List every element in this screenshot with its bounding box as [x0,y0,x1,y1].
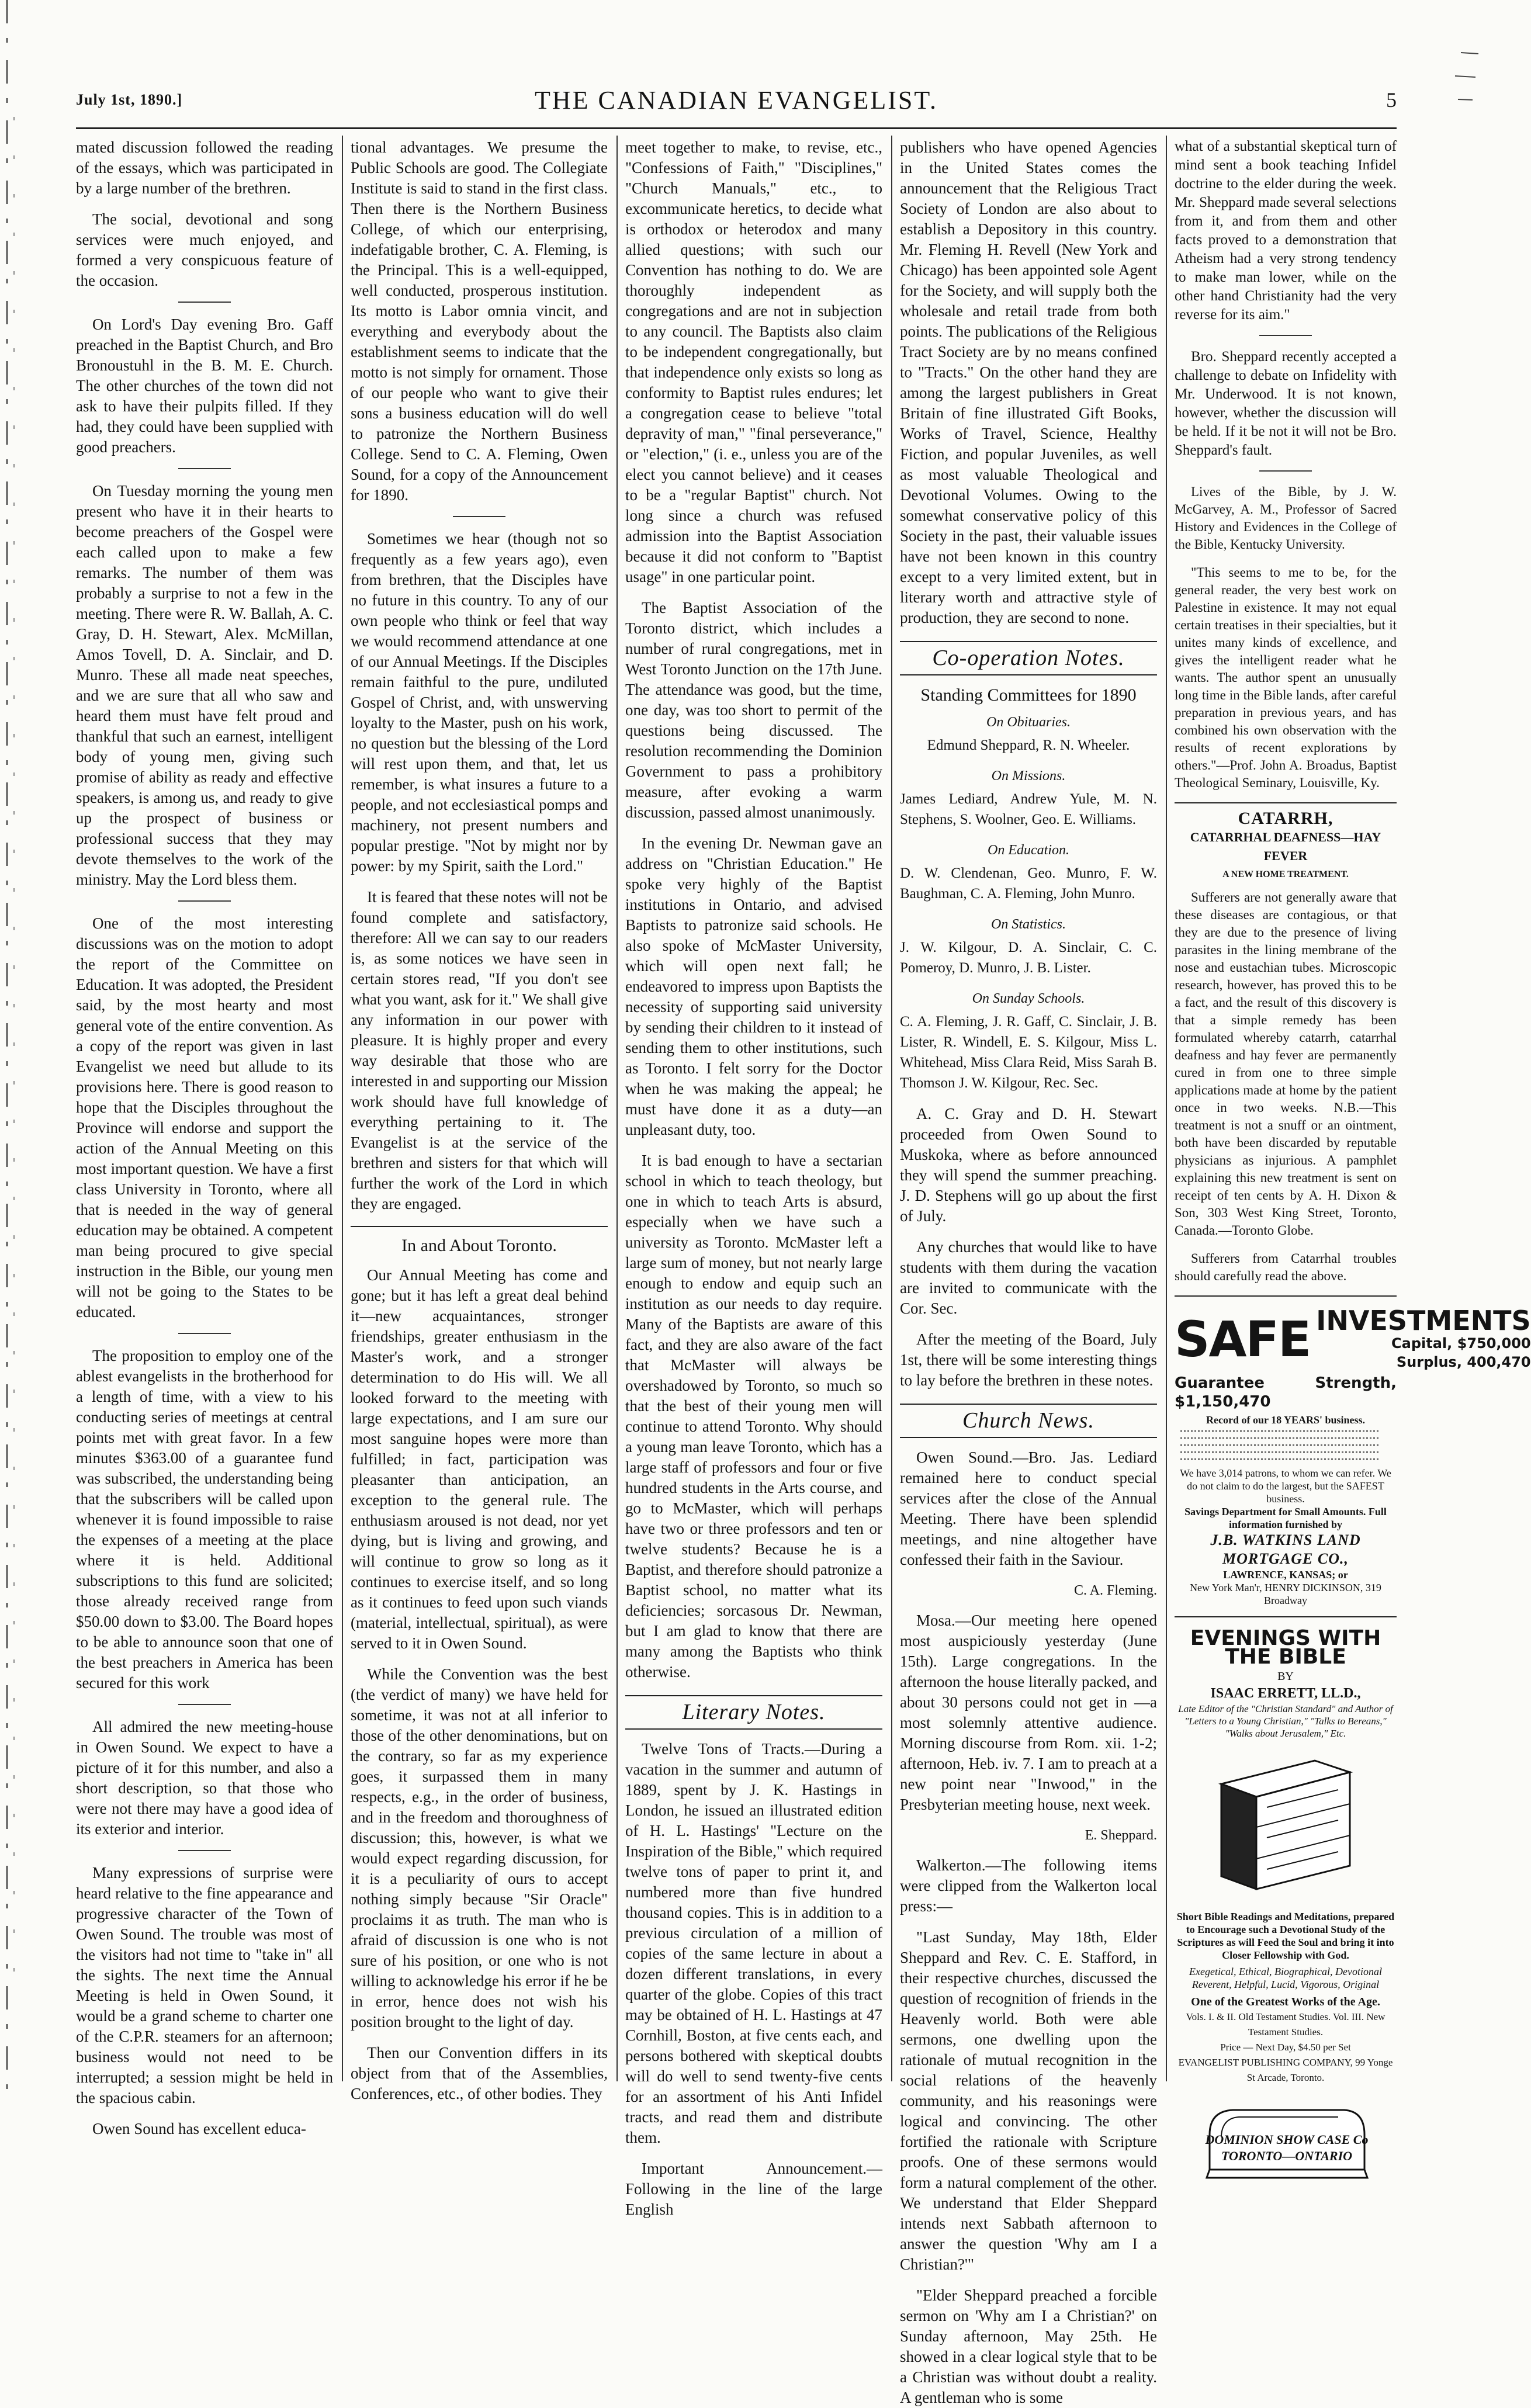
ad-footer: Sufferers from Catarrhal troubles should carefully read the above. [1175,1251,1397,1283]
column-rule [891,136,892,2081]
section-heading-literary: Literary Notes. [625,1695,882,1730]
book-volumes: Vols. I. & II. Old Testament Studies. Vol. III. New Testament Studies. [1186,2011,1385,2038]
paragraph: It is bad enough to have a sectarian school in which to teach theology, but one in which to teach Arts is absurd, especially when we have such a university as Toronto. McMaster left a large sum of money, but not nearly large enough to endow and equip such an institution as our needs to day require. Many of the Baptists are aware of this fact, and they are also aware of the fact that McMaster will always be overshadowed by Toronto, so much so that the best of their young men will continue to attend Toronto. Why should a young man leave Toronto, which has a large staff of professors and four or five hundred students in the Arts course, and go to McMaster, which will perhaps have two or three professors and ten or twelve students? Because he is a Baptist, and therefore should patronize a Baptist school, no matter what its deficiencies; sorcasous Dr. Newman, but I am glad to know that there are many among the Baptists who think otherwise. [625,1152,882,1681]
stamp-text-2: TORONTO—ONTARIO [1221,2149,1353,2163]
committee-members: J. W. Kilgour, D. A. Sinclair, C. C. Pomeroy, D. Munro, J. B. Lister. [900,940,1157,976]
divider [178,302,231,303]
committee-members: D. W. Clendenan, Geo. Munro, F. W. Baughman, C. A. Fleming, John Munro. [900,865,1157,902]
book-notice: Lives of the Bible, by J. W. McGarvey, A. M., Professor of Sacred History and Evidences in the College of the Bible, Kentucky University. [1175,484,1397,552]
paragraph: On Tuesday morning the young men present who have it in their hearts to become preachers of the Gospel were each called upon to make a few remarks. The number of them was probably a surprise to not a few in the meeting. There were R. W. Ballah, A. C. Gray, D. H. Stewart, Alex. McMillan, Amos Tovell, D. A. Sinclair, and D. Munro. These all made neat speeches, and we are sure that all who saw and heard them must have felt proud and thankful that such an earnest, intelligent body of young men, giving such promise of ability as ready and effective speakers, is among us, and ready to give up the prospect of business or professional success that they may devote themselves to the work of the ministry. May the Lord bless them. [76,482,333,888]
savings-line: Savings Department for Small Amounts. Full information furnished by [1184,1506,1387,1530]
capital-value: Capital, $750,000 [1391,1335,1531,1352]
safe-logo: SAFE [1175,1311,1311,1368]
paragraph: Our Annual Meeting has come and gone; but it has left a great deal behind it—new acquaintances, stronger friendships, greater enthusiasm in the Master's work, and a stronger determination to do His will. We all looked forward to the meeting with large expectations, and I am sure our most sanguine hopes were more than fulfilled; in fact, participation was pleasanter than anticipation, an exception to the general rule. The enthusiasm aroused is not dead, nor yet dying, but is living and growing, and will continue to grow so long as it continues to exercise itself, and so long as it continues to feed upon such viands (material, intellectual, spiritual), as were served to it in Owen Sound. [351,1266,608,1652]
paragraph: Walkerton.—The following items were clipped from the Walkerton local press:— [900,1856,1157,1915]
ad-subtitle: CATARRHAL DEAFNESS—HAY FEVER [1190,830,1381,863]
book-review: "This seems to me to be, for the general reader, the very best work on Palestine in existence. It may not equal certain treatises in their specialties, but it unites many kinds of excellence, and gives the intelligent reader what he wants. The author spent an unusually long time in the Bible lands, after careful preparation in previous years, and has combined his own observation with the results of recent explorations by others."—Prof. John A. Broadus, Baptist Theological Seminary, Louisville, Ky. [1175,565,1397,790]
paragraph: On Lord's Day evening Bro. Gaff preached in the Baptist Church, and Bro Bronoustuhl in the B. M. E. Church. The other churches of the town did not ask to have their pulpits filled. If they had, they could have been supplied with good preachers. [76,316,333,456]
safe-investments-advertisement [1175,1295,1531,1607]
evenings-with-bible-advertisement [1175,1616,1397,2085]
section-heading-church-news: Church News. [900,1404,1157,1438]
paragraph: All admired the new meeting-house in Owen Sound. We expect to have a picture of it for this number, and also a short description, so that those who were not there may have a good idea of its exterior and interior. [76,1718,333,1838]
paragraph: The Baptist Association of the Toronto district, which includes a number of rural congregations, met in West Toronto Junction on the 17th June. The attendance was good, but the time, one day, was too short to permit of the questions being discussed. The resolution recommending the Dominion Government to pass a prohibitory measure, after evoking a warm discussion, passed almost unanimously. [625,599,882,821]
book-author: ISAAC ERRETT, LL.D., [1210,1686,1361,1701]
book-title: EVENINGS WITH THE BIBLE [1190,1626,1381,1669]
issue-date: July 1st, 1890.] [76,91,183,108]
binding-edge [0,0,23,2106]
divider [1259,335,1312,336]
paragraph: "Last Sunday, May 18th, Elder Sheppard and Rev. C. E. Stafford, in their respective churches, discussed the question of recognition of friends in the Heavenly world. Both were able sermons, one dwelling upon the rationale of mutual recognition in the social relations of the heavenly community, and his reasonings were logical and convincing. The other fortified the rationale with Scripture proofs. One of these sermons would form a natural complement of the other. We understand that Elder Sheppard intends next Sabbath afternoon to answer the question 'Why am I a Christian?'" [900,1928,1157,2273]
paragraph: Sometimes we hear (though not so frequently as a few years ago), even from brethren, that the Disciples have no future in this country. To any of our own people who think or feel that way we would recommend attendance at one of our Annual Meetings. If the Disciples remain faithful to the pure, undiluted Gospel of Christ, and, with unswerving loyalty to the Master, push on his work, no question but the blessing of the Lord will rest upon them, and that, let us remember, is what insures a future to a people, and not ecclesiastical pomps and machinery, not present numbers and popular prestige. "Not by might nor by power: by my Spirit, saith the Lord." [351,530,608,875]
paragraph: Owen Sound.—Bro. Jas. Lediard remained here to conduct special services after the close of the Annual Meeting. There have been splendid meetings, and nine altogether have confessed their faith in the Saviour. [900,1449,1157,1568]
paragraph: meet together to make, to revise, etc., "Confessions of Faith," "Disciplines," "Church Manuals," etc., to excommunicate heretics, to decide what is orthodox or heterodox and many allied questions; with such our Convention has nothing to do. We are thoroughly independent as congregations and are not in subjection to any council. The Baptists also claim to be independent congregationally, but that independence only exists so long as conformity to Baptist rules endures; let a congregation cease to believe "total depravity of man," "final perseverance," or "election," (i. e., unless you are of the elect you cannot believe) and it ceases to be a "regular Baptist" church. Not long since a church was refused admission into the Baptist Association because it did not conform to "Baptist usage" in one particular point. [625,138,882,585]
section-heading-cooperation: Co-operation Notes. [900,641,1157,675]
catarrh-advertisement [1175,802,1397,1285]
divider [453,516,505,517]
divider [178,468,231,469]
page-header [76,75,1397,129]
book-by: BY [1277,1670,1294,1683]
column-rule [342,136,343,2081]
company-name: J.B. WATKINS LAND MORTGAGE CO., [1210,1532,1361,1567]
paragraph: Then our Convention differs in its object from that of the Assemblies, Conferences, etc., of other bodies. They [351,2044,608,2102]
section-heading-toronto: In and About Toronto. [351,1226,608,1256]
divider [178,1850,231,1851]
paragraph: One of the most interesting discussions was on the motion to adopt the report of the Committee on Education. It was adopted, the President said, by the most hearty and most general vote of the entire convention. As a copy of the report was given in last Evangelist we need but allude to its provisions here. There is good reason to hope that the Disciples throughout the Province will endorse and support the action of the Annual Meeting on this most important question. We have a first class University in Toronto, where all that is needed in the way of general education may be obtained. A competent man being procured to give special instruction in the Bible, our young men will not be going to the States to be educated. [76,914,333,1321]
safe-banner [1175,1305,1531,1371]
paragraph: A. C. Gray and D. H. Stewart proceeded from Owen Sound to Muskoka, where as before announced they will spend the summer preaching. J. D. Stephens will go up about the first of July. [900,1105,1157,1225]
committee-members: James Lediard, Andrew Yule, M. N. Stephens, S. Woolner, Geo. E. Williams. [900,791,1157,827]
book-price: Price — Next Day, $4.50 per Set [1220,2042,1351,2053]
book-tags: Exegetical, Ethical, Biographical, Devotional Reverent, Helpful, Lucid, Vigorous, Original [1189,1966,1382,1990]
investments-title: INVESTMENTS [1316,1305,1531,1336]
paragraph: mated discussion followed the reading of the essays, which was participated in by a large number of the brethren. [76,138,333,197]
committee-name: On Sunday Schools. [972,991,1085,1006]
ad-subtitle: A NEW HOME TREATMENT. [1222,869,1349,879]
paragraph: what of a substantial skeptical turn of mind sent a book teaching Infidel doctrine to the elder during the week. Mr. Sheppard made several selections from it, and from them and other facts proved to a demonstration that Atheism had a very strong tendency to make man lower, while on the other hand Christianity had the very reverse for its aim." [1175,138,1397,323]
signature: C. A. Fleming. [1073,1583,1157,1598]
patrons-line: We have 3,014 patrons, to whom we can refer. We do not claim to do the largest, but the SAFEST business. [1180,1467,1391,1505]
paragraph: The social, devotional and song services were much enjoyed, and formed a very conspicuous feature of the occasion. [76,210,333,289]
paragraph: While the Convention was the best (the verdict of many) we have held for sometime, it was not at all inferior to those of the other denominations, but on the contrary, so far as my experience goes, it surpassed them in many respects, e.g., in the order of business, and in the freedom and thoroughness of discussion; this, however, is what we would expect regarding discussion, for it is a peculiarity of ours to accept nothing simply because "Sir Oracle" proclaims it as truth. The man who is afraid of discussion is one who is not sure of his position, or one who is not willing to acknowledge his error if he be in error, hence does not wish his position brought to the light of day. [351,1665,608,2031]
paragraph: Important Announcement.—Following in the line of the large English [625,2160,882,2218]
signature: E. Sheppard. [1085,1828,1157,1843]
masthead-title: THE CANADIAN EVANGELIST. [535,86,938,115]
column-3 [625,137,882,2218]
record-table-lines [1175,1426,1385,1461]
safe-figures [1316,1307,1530,1371]
books-illustration [1198,1749,1373,1901]
right-margin-marks [1449,23,1484,257]
paragraph: Many expressions of surprise were heard relative to the fine appearance and progressive character of the Town of Owen Sound. The trouble was most of the visitors had not time to "take in" all the sights. The next time the Annual Meeting is held in Owen Sound, it would be a grand scheme to charter one of the C.P.R. steamers for an afternoon; business would not need to be interrupted; a session might be held in the spacious cabin. [76,1864,333,2106]
committee-name: On Missions. [991,768,1066,784]
paragraph: Any churches that would like to have students with them during the vacation are invited to communicate with the Cor. Sec. [900,1238,1157,1317]
committee-members: C. A. Fleming, J. R. Gaff, C. Sinclair, J. B. Lister, R. Windell, E. S. Kilgour, Miss L. Whitehead, Miss Clara Reid, Miss Sarah B. Thomson J. W. Kilgour, Rec. Sec. [900,1014,1157,1091]
paragraph: The proposition to employ one of the ablest evangelists in the brotherhood for a length of time, with a view to his conducting series of meetings at central points met with great favor. In a few minutes $363.00 of a guarantee fund was subscribed, the understanding being that the subscribers will be called upon whenever it is found impossible to raise the expenses of a meeting at the place where it is held. Additional subscriptions to this fund are solicited; those already received range from $50.00 down to $3.00. The Board hopes to be able to announce soon that one of the best preachers in America has been secured for this work [76,1347,333,1692]
book-description: Short Bible Readings and Meditations, prepared to Encourage such a Devotional Study of the Scriptures as will Feed the Soul and bring it into Closer Fellowship with God. [1176,1911,1395,1961]
column-rule [1166,136,1167,2081]
stamp-text-1: DOMINION SHOW CASE Co [1205,2132,1369,2147]
paragraph: After the meeting of the Board, July 1st, there will be some interesting things to lay before the brethren in these notes. [900,1331,1157,1389]
committee-name: On Statistics. [990,917,1066,932]
paragraph: tional advantages. We presume the Public Schools are good. The Collegiate Institute is said to stand in the first class. Then there is the Northern Business College, of which our enterprising, indefatigable brother, C. A. Fleming, is the Principal. This is a well-equipped, well conducted, prosperous institution. Its motto is Labor omnia vincit, and everything and everybody about the establishment seems to indicate that the motto is not simply for ornament. Those of our people who want to give their sons a business education will do well to patronize the Northern Business College. Send to C. A. Fleming, Owen Sound, for a copy of the Announcement for 1890. [351,138,608,504]
author-credits: Late Editor of the "Christian Standard" and Author of "Letters to a Young Christian," "Talks to Bereans," "Walks about Jerusalem," Etc. [1178,1703,1393,1739]
company-ny: New York Man'r, HENRY DICKINSON, 319 Broadway [1190,1582,1381,1606]
paragraph: Owen Sound has excellent educa- [92,2120,306,2137]
column-5 [1175,137,1531,2163]
surplus-value: Surplus, 400,470 [1396,1354,1531,1370]
paragraph: In the evening Dr. Newman gave an address on "Christian Education." He spoke very highly of the Baptist institutions in Ontario, and advised Baptists to patronize said schools. He also spoke of McMaster University, which will open next fall; he endeavored to impress upon Baptists the necessity of supporting said university by sending their children to it instead of sending them to other institutions, such as Toronto. I felt sorry for the Doctor when he was making the appeal; he must have done it as a duty—an unpleasant duty, too. [625,834,882,1138]
guarantee-strength: Guarantee Strength, $1,150,470 [1175,1374,1397,1411]
paragraph: publishers who have opened Agencies in the United States comes the announcement that the Religious Tract Society of London are also about to establish a Depository in this country. Mr. Fleming H. Revell (New York and Chicago) has been appointed sole Agent for the Society, and will supply both the wholesale and retail trade from both points. The publications of the Religious Tract Society are by no means confined to "Tracts." On the other hand they are among the largest publishers in Great Britain of fine illustrated Gift Books, Works of Travel, Science, Healthy Fiction, and popular Juveniles, as well as most valuable Theological and Devotional Volumes. Owing to the somewhat conservative policy of this Society in the past, their valuable issues have not been known in this country except to a very limited extent, but in literary worth and attractive style of production, they are second to none. [900,138,1157,626]
divider [178,900,231,902]
paragraph: Twelve Tons of Tracts.—During a vacation in the summer and autumn of 1889, spent by J. K. Hastings in London, he issued an illustrated edition of H. L. Hastings' "Lecture on the Inspiration of the Bible," which required twelve tons of paper to print it, and numbered more than five hundred thousand copies. This is in addition to a previous circulation of a million of copies of the same lecture in about a dozen different translations, in every quarter of the globe. Copies of this tract may be obtained of H. L. Hastings at 47 Cornhill, Boston, at five cents each, and persons bothered with skeptical doubts will do well to send twenty-five cents for an assortment of his Anti Infidel tracts, and read them and distribute them. [625,1740,882,2146]
company-city: LAWRENCE, KANSAS; or [1223,1569,1348,1581]
committee-members: Edmund Sheppard, R. N. Wheeler. [927,737,1130,753]
committees-title: Standing Committees for 1890 [920,685,1137,705]
show-case-stamp [1198,2099,1373,2187]
column-1 [76,137,333,2137]
column-2 [351,137,608,2102]
column-4 [900,137,1157,2406]
divider [1259,470,1312,472]
ad-title: CATARRH, [1238,809,1333,828]
committee-name: On Education. [988,843,1069,858]
page-number: 5 [1386,88,1397,112]
book-praise: One of the Greatest Works of the Age. [1191,1995,1380,2008]
paragraph: Bro. Sheppard recently accepted a challenge to debate on Infidelity with Mr. Underwood. It is not known, however, whether the discussion will be held. If it be not it will not be Bro. Sheppard's fault. [1175,349,1397,458]
publisher: EVANGELIST PUBLISHING COMPANY, 99 Yonge St Arcade, Toronto. [1178,2057,1393,2083]
divider [178,1704,231,1705]
paragraph: Mosa.—Our meeting here opened most auspiciously yesterday (June 15th). Large congregations. In the afternoon the house literally packed, and about 30 persons could not get in —a most solemnly attentive audience. Morning discourse from Rom. xii. 1-2; afternoon, Heb. iv. 7. I am to preach at a new point near "Inwood," in the Presbyterian meeting house, next week. [900,1612,1157,1813]
divider [178,1333,231,1334]
ad-body: Sufferers are not generally aware that these diseases are contagious, or that they are due to the presence of living parasites in the lining membrane of the nose and eustachian tubes. Microscopic research, however, has proved this to be a fact, and the result of this discovery is that a simple remedy has been formulated whereby catarrh, catarrhal deafness and hay fever are permanently cured in from one to three simple applications made at home by the patient once in two weeks. N.B.—This treatment is not a snuff or an ointment, both have been discarded by reputable physicians as injurious. A pamphlet explaining this new treatment is sent on receipt of ten cents by A. H. Dixon & Son, 303 West King Street, Toronto, Canada.—Toronto Globe. [1175,890,1397,1238]
paragraph: It is feared that these notes will not be found complete and satisfactory, therefore: All we can say to our readers is, as some notices we have seen in certain stores read, "If you don't see what you want, ask for it." We shall give any information in our power with pleasure. It is highly proper and every way desirable that those who are interested in and supporting our Mission work should have full knowledge of everything pertaining to it. The Evangelist is at the service of the brethren and sisters for that which will further the work of the Lord in which they are engaged. [351,888,608,1212]
paragraph: "Elder Sheppard preached a forcible sermon on 'Why am I a Christian?' on Sunday afternoon, May 25th. He showed in a clear logical style that to be a Christian was without doubt a reality. A gentleman who is some [900,2286,1157,2406]
committee-name: On Obituaries. [986,715,1071,730]
column-rule [616,136,618,2081]
record-line: Record of our 18 YEARS' business. [1206,1414,1366,1426]
